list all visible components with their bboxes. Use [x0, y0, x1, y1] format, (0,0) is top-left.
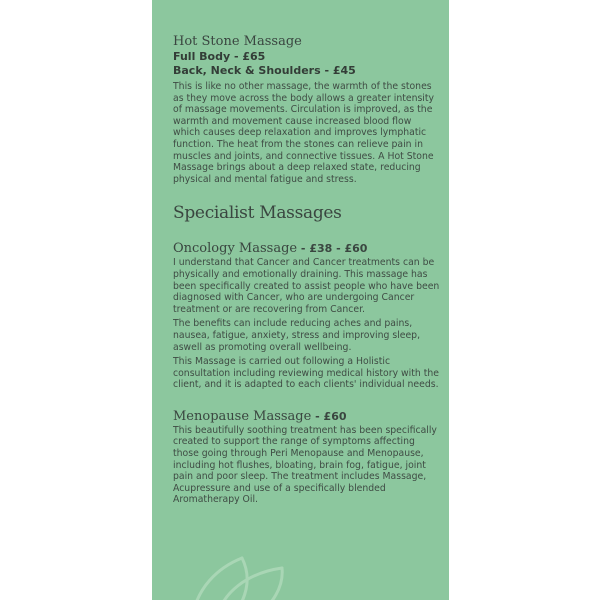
oncology-title [173, 241, 441, 257]
brochure-panel [152, 0, 449, 600]
menopause-section [173, 409, 441, 506]
hot-stone-section [173, 34, 441, 185]
menopause-description: This beautifully soothing treatment has been specifically created to support the range of symptoms affecting those going through Peri Menopause and Menopause, including hot flushes, bloating, brain fog, fatigue, joint pain and poor sleep. The treatment includes Massage, Acupressure and use of a specifically blended Aromatherapy Oil. [173, 424, 437, 506]
oncology-paragraph-1: I understand that Cancer and Cancer treatments can be physically and emotionally draining. This massage has been specifically created to assist people who have been diagnosed with Cancer, who are undergoing Cancer treatment or are recovering from Cancer. [173, 257, 440, 315]
specialist-heading: Specialist Massages [173, 203, 342, 224]
oncology-paragraph-3: This Massage is carried out following a Holistic consultation including reviewing medical history with the client, and it is adapted to each clients' individual needs. [173, 356, 439, 391]
hot-stone-title: Hot Stone Massage [173, 34, 302, 49]
oncology-title-text: Oncology Massage [173, 241, 298, 257]
content-column [173, 34, 441, 506]
hot-stone-price-full-body: Full Body - £65 [173, 50, 266, 63]
oncology-section [173, 241, 441, 391]
menopause-price: - £60 [311, 409, 347, 423]
oncology-paragraph-2: The benefits can include reducing aches and pains, nausea, fatigue, anxiety, stress and improving sleep, aswell as promoting overall wellbeing. [173, 318, 421, 353]
menopause-title [173, 409, 441, 425]
hot-stone-description: This is like no other massage, the warmth of the stones as they move across the body allows a greater intensity of massage movements. Circulation is improved, as the warmth and movement cause increased blood flow which causes deep relaxation and improves lymphatic function. The heat from the stones can relieve pain in muscles and joints, and connective tissues. A Hot Stone Massage brings about a deep relaxed state, reducing physical and mental fatigue and stress. [173, 81, 435, 185]
menopause-title-text: Menopause Massage [173, 408, 312, 424]
oncology-price: - £38 - £60 [297, 242, 368, 256]
hot-stone-price-back-neck: Back, Neck & Shoulders - £45 [173, 64, 356, 77]
leaf-watermark-icon [172, 548, 302, 600]
